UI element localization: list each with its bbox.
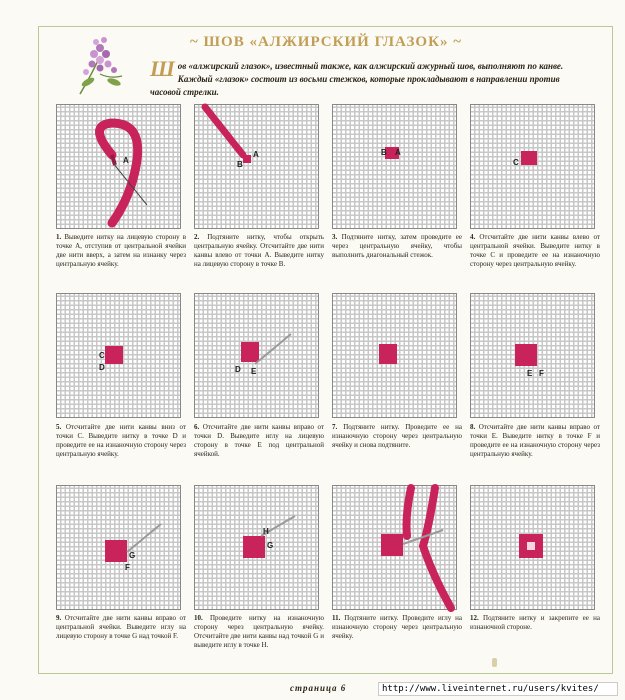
step-4-canvas — [470, 104, 595, 229]
step-text: Отсчитайте две нити канвы вниз от точки С. Выведите нитку в точке D и проведите ее на изнаночную сторону через центральную ячейку. — [56, 423, 186, 458]
point-label: A — [253, 150, 259, 159]
intro-text: ов «алжирский глазок», известный также, как алжирский ажурный шов, выполняют по канве. Каждый «глазок» состоит из восьми стежков, которые прокладывают в направлении против часовой стрелки. — [150, 61, 564, 97]
point-label: A — [395, 148, 401, 157]
step-1-caption — [56, 233, 186, 269]
step-number: 5. — [56, 423, 62, 431]
step-3-caption — [332, 233, 462, 260]
step-number: 6. — [194, 423, 200, 431]
point-label: B — [237, 160, 243, 169]
step-6-caption — [194, 423, 324, 459]
step-9-illustration — [57, 486, 182, 611]
step-6-illustration — [195, 294, 320, 419]
step-2-caption — [194, 233, 324, 269]
step-4-caption — [470, 233, 600, 269]
point-label: F — [539, 369, 544, 378]
source-url[interactable]: http://www.liveinternet.ru/users/kvites/ — [378, 682, 618, 696]
step-1-canvas — [56, 104, 181, 229]
step-10-caption — [194, 614, 324, 650]
step-text: Подтяните нитку, затем проведите ее через центральную ячейку, чтобы выполнить диагональный стежок. — [332, 233, 463, 259]
point-label: D — [99, 363, 105, 372]
point-label: C — [99, 351, 105, 360]
step-8-caption — [470, 423, 600, 459]
step-text: Проведите нитку на изнаночную сторону через центральную ячейку. Отсчитайте две нити канвы над точкой G и выведите иглу в точке H. — [194, 614, 324, 649]
step-text: Подтяните нитку и закрепите ее на изнаночной стороне. — [470, 614, 600, 631]
page-number: страница 6 — [290, 683, 347, 693]
page-title: ~ ШОВ «АЛЖИРСКИЙ ГЛАЗОК» ~ — [190, 34, 463, 50]
step-5-illustration — [57, 294, 182, 419]
step-11-illustration — [333, 486, 458, 611]
step-number: 11. — [332, 614, 341, 622]
step-10-illustration — [195, 486, 320, 611]
step-12-canvas — [470, 485, 595, 610]
step-number: 3. — [332, 233, 338, 241]
point-label: E — [527, 369, 533, 378]
step-text: Выведите нитку на лицевую сторону в точке А, отступив от центральной ячейки две нити вверх, а затем на изнанку через центральную ячейку. — [56, 233, 187, 268]
step-4-illustration — [471, 105, 596, 230]
step-number: 7. — [332, 423, 338, 431]
step-number: 9. — [56, 614, 62, 622]
step-11-canvas — [332, 485, 457, 610]
step-text: Подтяните нитку, чтобы открыть центральную ячейку. Отсчитайте две нити канвы влево от точки А. Выведите нитку на лицевую сторону в точке В. — [194, 233, 324, 268]
intro-paragraph — [150, 56, 590, 99]
step-text: Отсчитайте две нити канвы вправо от точки Е. Выведите нитку в точке F и проведите ее на изнаночную сторону через центральную ячейку. — [470, 423, 600, 458]
step-2-illustration — [195, 105, 320, 230]
step-3-illustration — [333, 105, 458, 230]
step-1-illustration — [57, 105, 182, 230]
point-label: C — [513, 158, 519, 167]
step-number: 2. — [194, 233, 200, 241]
step-text: Подтяните нитку. Проведите иглу на изнаночную сторону через центральную ячейку. — [332, 614, 463, 640]
step-11-caption — [332, 614, 462, 641]
point-label: A — [123, 156, 129, 165]
step-12-caption — [470, 614, 600, 632]
step-text: Отсчитайте две нити канвы влево от центральной ячейки. Выведите нитку в точке С и проведите ее на изнаночную сторону через центральную ячейку. — [470, 233, 600, 268]
point-label: G — [267, 541, 274, 550]
step-7-canvas — [332, 293, 457, 418]
step-2-canvas — [194, 104, 319, 229]
point-label: E — [251, 367, 257, 376]
step-5-caption — [56, 423, 186, 459]
step-text: Подтяните нитку. Проведите ее на изнаночную сторону через центральную ячейку и снова подтяните. — [332, 423, 463, 449]
step-9-canvas — [56, 485, 181, 610]
step-10-canvas — [194, 485, 319, 610]
point-label: H — [263, 527, 269, 536]
point-label: D — [235, 365, 241, 374]
step-number: 10. — [194, 614, 203, 622]
step-3-canvas — [332, 104, 457, 229]
step-6-canvas — [194, 293, 319, 418]
point-label: F — [125, 563, 130, 572]
step-5-canvas — [56, 293, 181, 418]
step-7-caption — [332, 423, 462, 450]
step-text: Отсчитайте две нити канвы вправо от центральной ячейки. Выведите иглу на лицевую сторону в точке G над точкой F. — [56, 614, 186, 640]
step-8-canvas — [470, 293, 595, 418]
step-12-illustration — [471, 486, 596, 611]
step-7-illustration — [333, 294, 458, 419]
step-number: 8. — [470, 423, 476, 431]
step-8-illustration — [471, 294, 596, 419]
step-text: Отсчитайте две нити канвы вправо от точки D. Выведите иглу на лицевую сторону в точке Е под центральной ячейкой. — [194, 423, 324, 458]
point-label: G — [129, 551, 136, 560]
step-number: 1. — [56, 233, 62, 241]
page-marker — [492, 658, 497, 667]
step-number: 4. — [470, 233, 476, 241]
point-label: B — [381, 148, 387, 157]
intro-dropcap: Ш — [150, 56, 175, 81]
lilac-flower-illustration — [70, 34, 130, 100]
step-9-caption — [56, 614, 186, 641]
step-number: 12. — [470, 614, 479, 622]
